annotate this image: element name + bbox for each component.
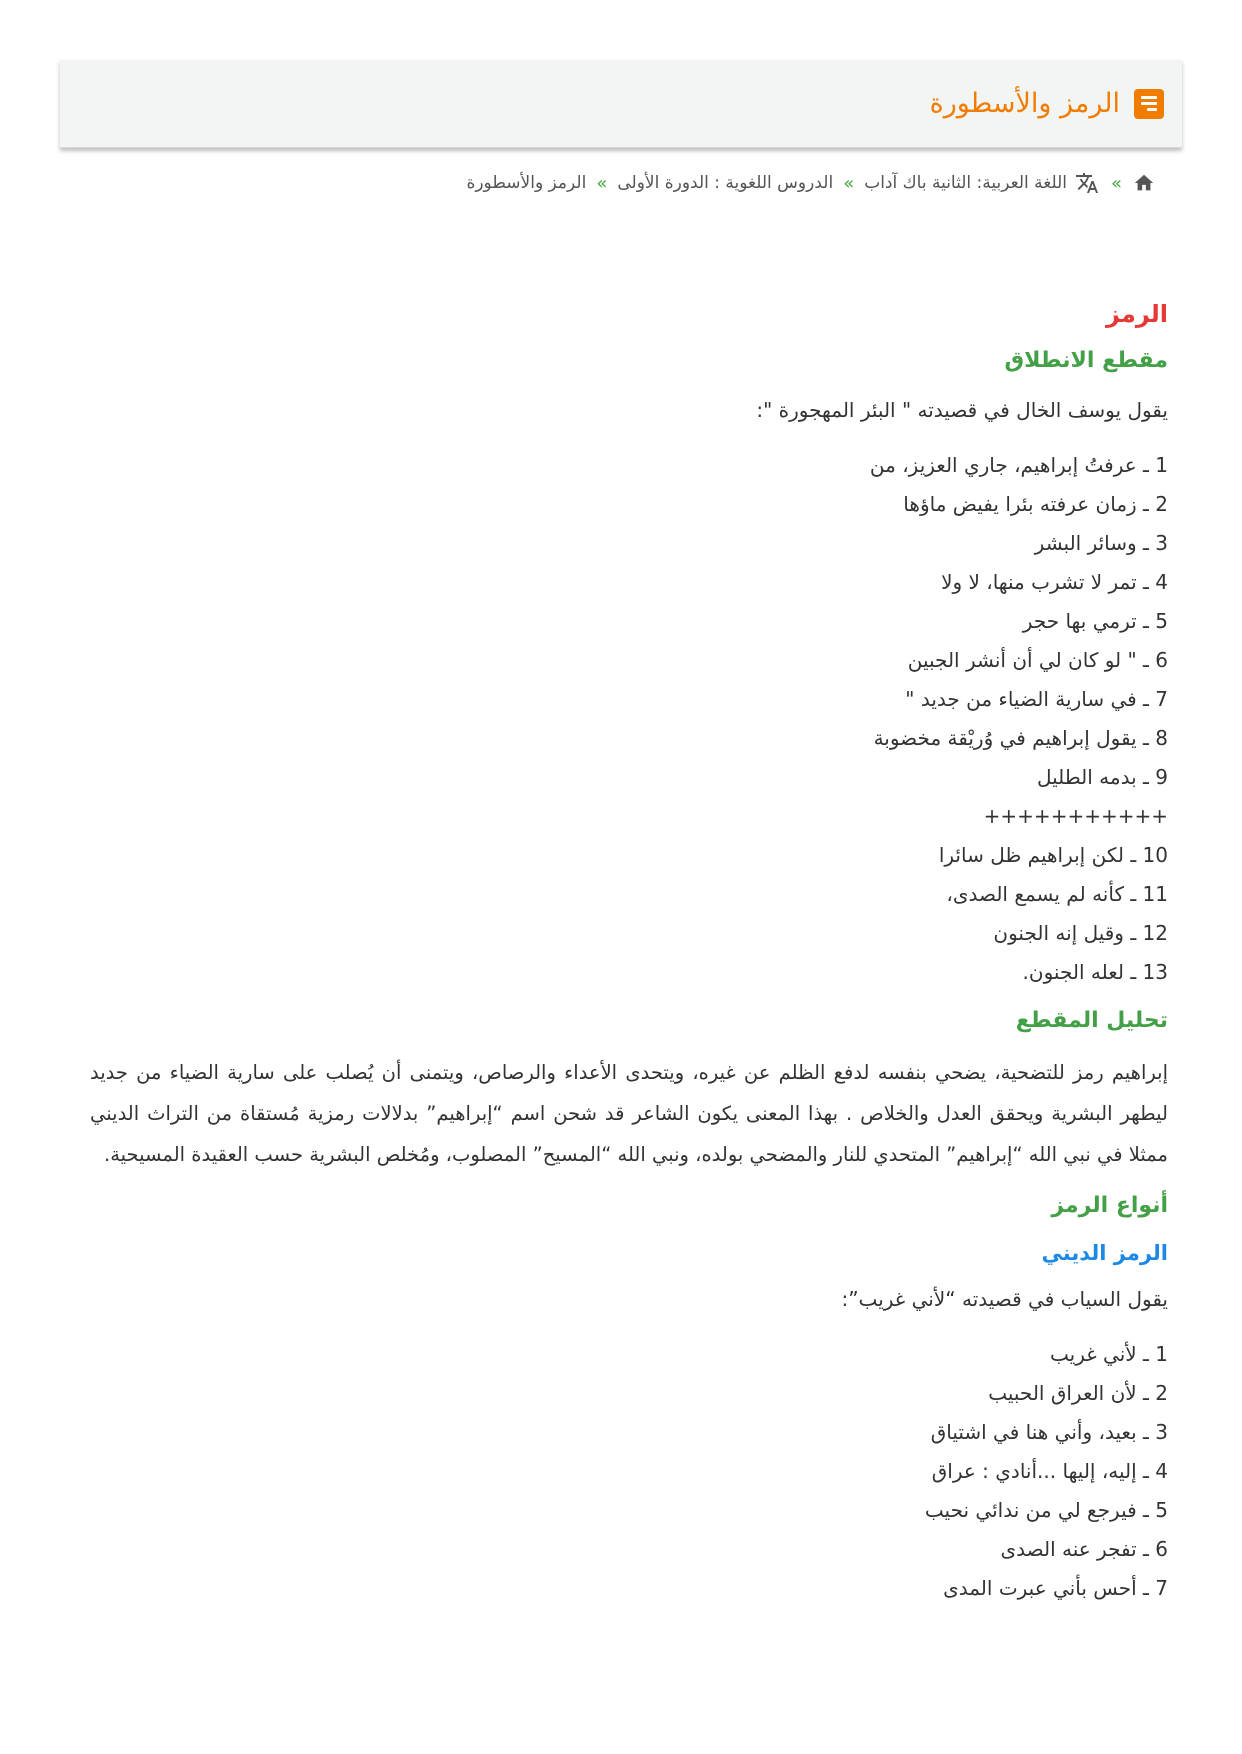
section-subtitle-analysis: تحليل المقطع <box>1015 1008 1168 1033</box>
intro-text: يقول يوسف الخال في قصيدته " البئر المهجورة ": <box>756 398 1168 422</box>
verse-line: 5 ـ فيرجع لي من ندائي نحيب <box>924 1498 1168 1522</box>
verse-line: 3 ـ بعيد، وأني هنا في اشتياق <box>930 1420 1168 1444</box>
verse-line: 13 ـ لعله الجنون. <box>1022 960 1168 984</box>
verse-line: 4 ـ تمر لا تشرب منها، لا ولا <box>941 570 1168 594</box>
translate-icon <box>1073 171 1101 195</box>
verse-line: 7 ـ أحس بأني عبرت المدى <box>943 1576 1168 1600</box>
analysis-paragraph: إبراهيم رمز للتضحية، يضحي بنفسه لدفع الظلم عن غيره، ويتحدى الأعداء والرصاص، ويتمنى أن يُصلب على سارية الضياء من جديد ليطهر البشرية ويحقق العدل والخلاص . بهذا المعنى يكون الشاعر قد شحن اسم “إبراهيم” بدلالات رمزية مُستقاة من التراث الديني ممثلا في نبي الله “إبراهيم” المتحدي للنار والمضحي بولده، ونبي الله “المسيح” المصلوب، ومُخلص البشرية حسب العقيدة المسيحية. <box>90 1061 1168 1166</box>
breadcrumb-item-lessons[interactable]: الدروس اللغوية : الدورة الأولى <box>617 173 834 193</box>
verse-line: 2 ـ زمان عرفته بئرا يفيض ماؤها <box>903 492 1168 516</box>
verse-line: 4 ـ إليه، إليها ...أنادي : عراق <box>931 1459 1168 1483</box>
verse-line: 11 ـ كأنه لم يسمع الصدى، <box>946 882 1168 906</box>
breadcrumb-item-current: الرمز والأسطورة <box>466 173 587 193</box>
section-subtitle-religious: الرمز الديني <box>1041 1241 1168 1265</box>
section-subtitle-start: مقطع الانطلاق <box>1004 348 1168 373</box>
article-icon <box>1134 89 1164 119</box>
verse-separator: +++++++++++ <box>983 804 1168 828</box>
page-title: الرمز والأسطورة <box>929 88 1120 119</box>
verse-line: 7 ـ في سارية الضياء من جديد " <box>905 687 1168 711</box>
verse-line: 5 ـ ترمي بها حجر <box>1022 609 1168 633</box>
verse-line: 9 ـ بدمه الطليل <box>1036 765 1168 789</box>
verse-line: 1 ـ عرفتُ إبراهيم، جاري العزيز، من <box>869 453 1168 477</box>
breadcrumb-separator: » <box>1110 172 1122 194</box>
verse-line: 6 ـ تفجر عنه الصدى <box>1000 1537 1168 1561</box>
breadcrumb-separator: » <box>596 172 608 194</box>
article-content <box>90 296 1168 1620</box>
verse-list-2 <box>90 1335 1168 1608</box>
home-icon[interactable] <box>1132 172 1156 194</box>
verse-line: 12 ـ وقيل إنه الجنون <box>993 921 1168 945</box>
breadcrumb-item-arabic[interactable]: اللغة العربية: الثانية باك آداب <box>864 173 1067 193</box>
verse-line: 10 ـ لكن إبراهيم ظل سائرا <box>938 843 1168 867</box>
verse-line: 6 ـ " لو كان لي أن أنشر الجبين <box>907 648 1168 672</box>
verse-line: 2 ـ لأن العراق الحبيب <box>988 1381 1168 1405</box>
verse-line: 8 ـ يقول إبراهيم في وُريْقة مخضوبة <box>873 726 1168 750</box>
section-title-symbol: الرمز <box>1106 300 1168 328</box>
verse-line: 1 ـ لأني غريب <box>1049 1342 1168 1366</box>
breadcrumb <box>466 168 1156 198</box>
section-subtitle-types: أنواع الرمز <box>1051 1193 1168 1218</box>
breadcrumb-separator: » <box>843 172 855 194</box>
page-header <box>60 60 1182 148</box>
verse-line: 3 ـ وسائر البشر <box>1034 531 1168 555</box>
verse-list-1 <box>90 446 1168 992</box>
intro-text-sayyab: يقول السياب في قصيدته “لأني غريب”: <box>841 1287 1168 1311</box>
